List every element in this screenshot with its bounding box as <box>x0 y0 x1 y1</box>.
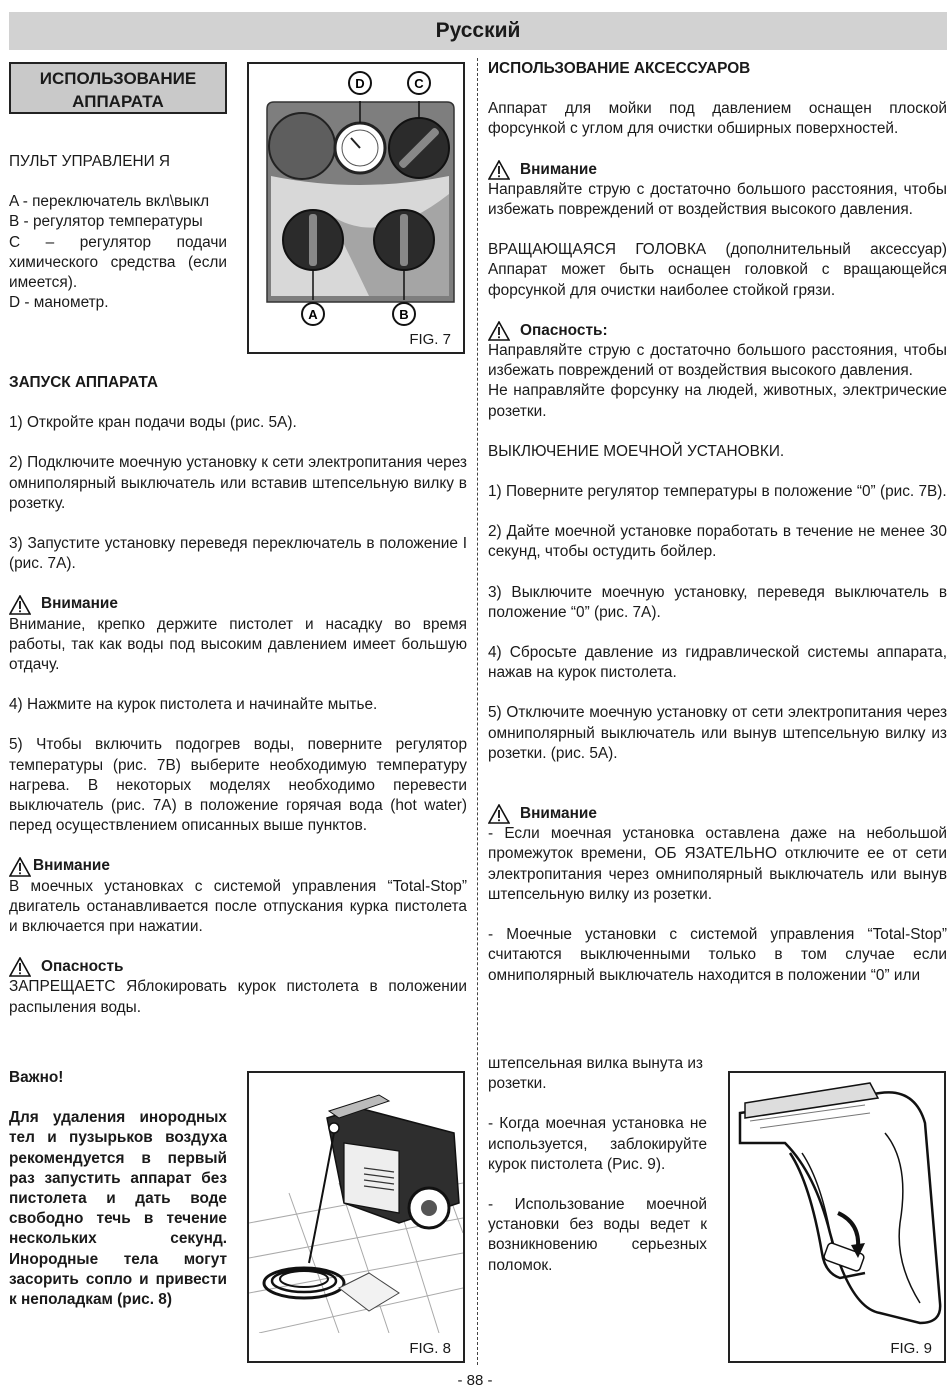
shutdown-step-5: 5) Отключите моечную установку от сети электропитания через омниполярный выключатель или вынув штепсельную вилку из розетки. (рис. 5A). <box>488 704 947 762</box>
lock-trigger-note: - Когда моечная установка не используется, заблокируйте курок пистолета (Рис. 9). <box>488 1115 707 1173</box>
section-title-box <box>9 62 227 114</box>
callout-d: D <box>355 76 365 91</box>
control-panel-heading: ПУЛЬТ УПРАВЛЕНИ Я <box>9 153 171 170</box>
danger-2-text-1: Направляйте струю с достаточно большого расстояния, чтобы избежать повреждений от воздействия высокого давления. <box>488 342 947 380</box>
shutdown-step-4: 4) Сбросьте давление из гидравлической системы аппарата, нажав на курок пистолета. <box>488 644 947 682</box>
warning-1-heading <box>9 594 467 614</box>
start-heading: ЗАПУСК АППАРАТА <box>9 374 158 391</box>
start-step-2: 2) Подключите моечную установку к сети электропитания через омниполярный выключатель или вставив штепсельную вилку в розетку. <box>9 454 467 512</box>
pressure-washer-illustration <box>249 1073 463 1333</box>
section-title: ИСПОЛЬЗОВАНИЕ АППАРАТА <box>39 69 197 111</box>
warning-3-heading <box>488 160 947 180</box>
warning-2-heading <box>9 856 467 876</box>
warning-4-text: - Если моечная установка оставлена даже на небольшой промежуток времени, ОБ ЯЗАТЕЛЬНО отключите ее от сети электропитания через омниполярный выключатель или вынув штепсельную вилку из розетки. <box>488 825 947 903</box>
warning-1-title: Внимание <box>41 595 118 613</box>
shutdown-step-2: 2) Дайте моечной установке поработать в течение не менее 30 секунд, чтобы остудить бойлер. <box>488 523 947 561</box>
page-header-language: Русский <box>9 12 947 50</box>
important-block <box>9 1068 227 1310</box>
danger-1-heading <box>9 957 467 977</box>
right-narrow-text <box>488 1054 707 1276</box>
shutdown-heading: ВЫКЛЮЧЕНИЕ МОЕЧНОЙ УСТАНОВКИ. <box>488 442 785 460</box>
figure-8-machine <box>247 1071 465 1363</box>
warning-triangle-icon <box>488 160 510 180</box>
warning-4-heading <box>488 804 947 824</box>
warning-triangle-icon <box>488 321 510 341</box>
warning-triangle-icon <box>9 957 31 977</box>
warning-3-text: Направляйте струю с достаточно большого расстояния, чтобы избежать повреждений от воздействия высокого давления. <box>488 180 947 219</box>
danger-2-title: Опасность: <box>520 321 608 339</box>
no-water-note: - Использование моечной установки без воды ведет к возникновению серьезных поломок. <box>488 1196 707 1274</box>
warning-2-title: Внимание <box>33 857 110 875</box>
control-panel-block <box>9 152 227 313</box>
figure-7-label: FIG. 7 <box>409 331 451 348</box>
warning-2-text: В моечных установках с системой управления “Total-Stop” двигатель останавливается после отпускания курка пистолета и включается при нажатии. <box>9 877 467 936</box>
accessories-text: Аппарат для мойки под давлением оснащен плоской форсункой с углом для очистки обширных поверхностей. <box>488 100 947 138</box>
figure-9-label: FIG. 9 <box>890 1340 932 1357</box>
danger-1-title: Опасность <box>41 958 124 976</box>
callout-b: B <box>399 307 409 322</box>
start-step-3: 3) Запустите установку переведя переключатель в положение I (рис. 7A). <box>9 535 467 573</box>
right-main-text <box>488 59 947 986</box>
figure-9-gun <box>728 1071 946 1363</box>
important-text: Для удаления инородных тел и пузырьков воздуха рекомендуется в первый раз запустить аппарат без пистолета и дать воде свободно течь в течение нескольких секунд. Инородные тела могут засорить сопло и привести к неполадкам (рис. 8) <box>9 1109 227 1309</box>
shutdown-step-1: 1) Поверните регулятор температуры в положение “0” (рис. 7B). <box>488 483 947 501</box>
danger-1-text: ЗАПРЕЩАЕТС Яблокировать курок пистолета в положении распыления воды. <box>9 978 467 1016</box>
start-step-1: 1) Откройте кран подачи воды (рис. 5A). <box>9 414 297 432</box>
total-stop-note-continued: штепсельная вилка вынута из розетки. <box>488 1055 703 1093</box>
important-title: Важно! <box>9 1069 64 1086</box>
shutdown-step-3: 3) Выключите моечную установку, переведя выключатель в положение “0” (рис. 7A). <box>488 583 947 621</box>
warning-3-title: Внимание <box>520 160 597 178</box>
legend-item-a: A - переключатель вкл\выкл <box>9 193 210 211</box>
figure-8-label: FIG. 8 <box>409 1340 451 1357</box>
spray-gun-illustration <box>730 1073 944 1333</box>
warning-4-title: Внимание <box>520 805 597 823</box>
total-stop-note: - Моечные установки с системой управления “Total-Stop” считаются выключенными только в том случае если омниполярный выключатель находится в положении “0” или <box>488 926 947 984</box>
callout-a: A <box>308 307 318 322</box>
warning-triangle-icon <box>9 857 31 877</box>
legend-item-d: D - манометр. <box>9 294 109 312</box>
warning-triangle-icon <box>488 804 510 824</box>
danger-2-text-2: Не направляйте форсунку на людей, животных, электрические розетки. <box>488 382 947 420</box>
legend-item-c: C – регулятор подачи химического средства (если имеется). <box>9 233 227 292</box>
start-step-5: 5) Чтобы включить подогрев воды, поверните регулятор температуры (рис. 7B) выберите необходимую температуру нагрева. В некоторых моделях необходимо перевести выключатель (рис. 7A) в положение горячая вода (hot water) перед осуществлением описанных выше пунктов. <box>9 736 467 835</box>
page-number: - 88 - <box>457 1372 493 1389</box>
column-divider <box>477 58 479 1365</box>
accessories-heading: ИСПОЛЬЗОВАНИЕ АКСЕССУАРОВ <box>488 60 751 77</box>
danger-2-heading <box>488 321 947 341</box>
rotating-head-text: ВРАЩАЮЩАЯСЯ ГОЛОВКА (дополнительный аксессуар) Аппарат может быть оснащен головкой с вращающейся форсункой для очистки наиболее стойкой грязи. <box>488 241 947 299</box>
control-panel-illustration <box>249 64 463 352</box>
warning-1-text: Внимание, крепко держите пистолет и насадку во время работы, так как воды под высоким давлением имеет большую отдачу. <box>9 615 467 674</box>
start-step-4: 4) Нажмите на курок пистолета и начинайте мытье. <box>9 696 378 714</box>
left-main-text <box>9 373 467 1018</box>
callout-c: C <box>414 76 424 91</box>
legend-item-b: B - регулятор температуры <box>9 213 203 231</box>
figure-7-control-panel <box>247 62 465 354</box>
warning-triangle-icon <box>9 595 31 615</box>
